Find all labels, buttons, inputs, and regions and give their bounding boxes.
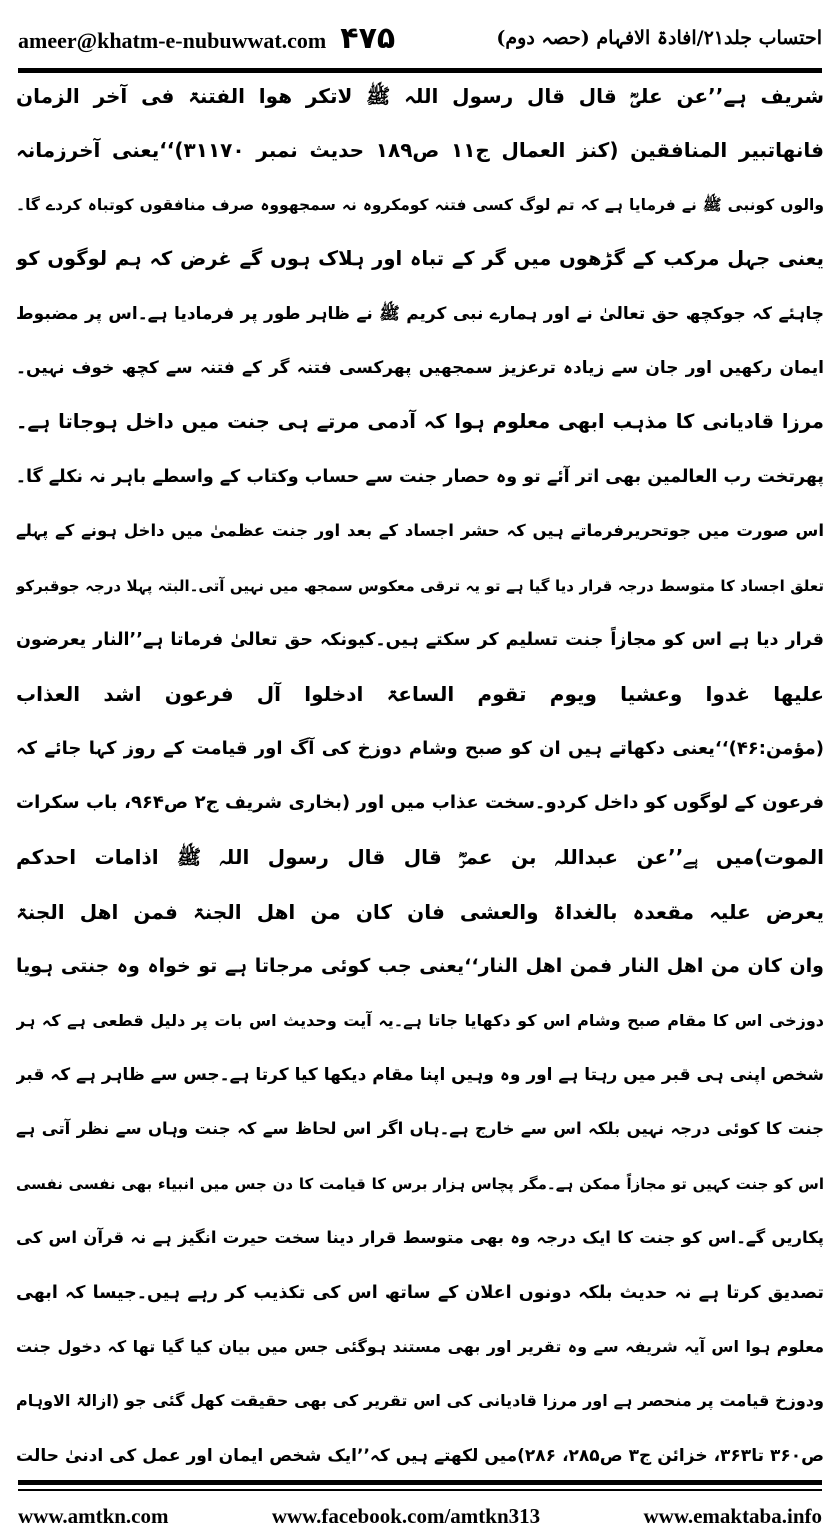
text-line: یعرض علیہ مقعدہ بالغداۃ والعشی فان کان من اھل الجنۃ فمن اھل الجنۃ — [16, 899, 824, 924]
text-line: علیھا غدوا وعشیا ویوم تقوم الساعۃ ادخلوا آل فرعون اشد العذاب — [16, 682, 824, 707]
text-line: مرزا قادیانی کا مذہب ابھی معلوم ہوا کہ آدمی مرتے ہی جنت میں داخل ہوجاتا ہے۔ — [16, 410, 824, 434]
text-line: معلوم ہوا اس آیہ شریفہ سے وہ تقریر اور بھی مستند ہوگئی جس میں بیان کیا گیا تھا کہ دخول جنت — [16, 1336, 824, 1356]
footer-link-emaktaba[interactable]: www.emaktaba.info — [643, 1503, 822, 1528]
text-line: ایمان رکھیں اور جان سے زیادہ ترعزیز سمجھیں پھرکسی فتنہ گر کے فتنہ سے کچھ خوف نہیں۔ — [16, 357, 824, 378]
page-header — [18, 12, 822, 64]
text-line: ص۳۶۰ تا۳۶۳، خزائن ج۳ ص۲۸۵، ۲۸۶)میں لکھتے ہیں کہ’’ایک شخص ایمان اور عمل کی ادنیٰ حالت — [16, 1445, 824, 1466]
text-line: ودوزخ قیامت پر منحصر ہے اور مرزا قادیانی کی اس تقریر کی بھی حقیقت کھل گئی جو (ازالۃ الاوہام — [16, 1391, 824, 1411]
text-line: یعنی جہل مرکب کے گڑھوں میں گر کے تباہ اور ہلاک ہوں گے غرض کہ ہم لوگوں کو — [16, 247, 824, 271]
footer-rule-thin — [18, 1489, 822, 1491]
text-line: الموت)میں ہے’’عن عبداللہ بن عمرؓ قال قال رسول اللہ ﷺ اذامات احدکم — [16, 845, 824, 870]
text-line: دوزخی اس کا مقام صبح وشام اس کو دکھایا جاتا ہے۔یہ آیت وحدیث اس بات پر دلیل قطعی ہے کہ ہر — [16, 1010, 824, 1030]
text-line: تصدیق کرتا ہے نہ حدیث بلکہ دونوں اعلان کے ساتھ اس کی تکذیب کر رہے ہیں۔جیسا کہ ابھی — [16, 1282, 824, 1303]
text-line: قرار دیا ہے اس کو مجازاً جنت تسلیم کر سکتے ہیں۔کیونکہ حق تعالیٰ فرماتا ہے’’النار یعرضون — [16, 629, 824, 650]
text-line: فانھاتبیر المنافقین (کنز العمال ج۱۱ ص۱۸۹ حدیث نمبر ۳۱۱۷۰)‘‘یعنی آخرزمانہ — [16, 138, 824, 163]
page-footer — [18, 1496, 822, 1536]
text-line: شریف ہے’’عن علیؓ قال قال رسول اللہ ﷺ لاتکر ھوا الفتنۃ فی آخر الزمان — [16, 84, 824, 108]
header-left — [18, 21, 395, 56]
text-line: پکاریں گے۔اس کو جنت کا ایک درجہ وہ بھی متوسط قرار دینا سخت حیرت انگیز ہے نہ قرآن اس کی — [16, 1228, 824, 1248]
text-line: اس کو جنت کہیں تو مجازاً ممکن ہے۔مگر پچاس ہزار برس کا قیامت کا دن جس میں انبیاء بھی نفسی نفسی — [16, 1174, 824, 1193]
text-line: تعلق اجساد کا متوسط درجہ قرار دیا گیا ہے تو یہ ترقی معکوس سمجھ میں نہیں آتی۔البتہ پہلا درجہ جوقبرکو — [16, 576, 824, 595]
header-rule — [18, 68, 822, 73]
footer-link-facebook[interactable]: www.facebook.com/amtkn313 — [271, 1503, 541, 1528]
text-line: چاہئے کہ جوکچھ حق تعالیٰ نے اور ہمارے نبی کریم ﷺ نے ظاہر طور پر فرمادیا ہے۔اس پر مضبوط — [16, 303, 824, 324]
page-number: ۴۷۵ — [340, 20, 396, 56]
header-email: ameer@khatm-e-nubuwwat.com — [18, 27, 327, 53]
text-line: اس صورت میں جوتحریرفرماتے ہیں کہ حشر اجساد کے بعد اور جنت عظمیٰ میں داخل ہونے کے پہلے — [16, 521, 824, 541]
text-line: شخص اپنی ہی قبر میں رہتا ہے اور وہ وہیں اپنا مقام دیکھا کیا کرتا ہے۔جس سے ظاہر ہے کہ قبر — [16, 1065, 824, 1086]
text-line: وان کان من اھل النار فمن اھل النار‘‘یعنی جب کوئی مرجاتا ہے تو خواہ وہ جنتی ہویا — [16, 955, 824, 978]
text-line: پھرتخت رب العالمین بھی اتر آئے تو وہ حصار جنت سے حساب وکتاب کے واسطے باہر نہ نکلے گا۔ — [16, 466, 824, 487]
book-title: احتساب جلد۲۱/افادۃ الافہام (حصہ دوم) — [496, 27, 822, 49]
text-line: (مؤمن:۴۶)‘‘یعنی دکھاتے ہیں ان کو صبح وشام دوزخ کی آگ اور قیامت کے روز کہا جائے کہ — [16, 737, 824, 759]
text-line: والوں کونبی ﷺ نے فرمایا ہے کہ تم لوگ کسی فتنہ کومکروہ نہ سمجھووہ صرف منافقوں کوتباہ کردے گا۔ — [16, 195, 824, 214]
footer-link-amtkn[interactable]: www.amtkn.com — [18, 1503, 169, 1528]
footer-rule-thick — [18, 1480, 822, 1485]
text-line: فرعون کے لوگوں کو داخل کردو۔سخت عذاب میں اور (بخاری شریف ج۲ ص۹۶۴، باب سکرات — [16, 792, 824, 814]
text-line: جنت کا کوئی درجہ نہیں بلکہ اس سے خارج ہے۔ہاں اگر اس لحاظ سے کہ جنت وہاں سے نظر آتی ہے — [16, 1119, 824, 1139]
page-body — [16, 80, 824, 1474]
